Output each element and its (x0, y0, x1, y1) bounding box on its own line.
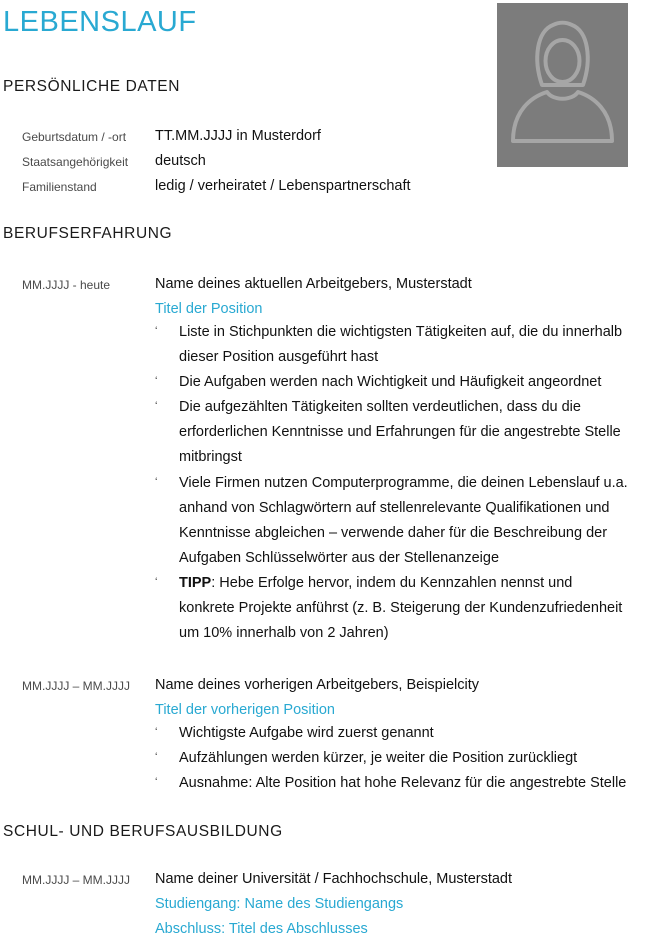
nationality-label: Staatsangehörigkeit (22, 155, 129, 169)
job-employer: Name deines vorherigen Arbeitgebers, Beispielcity (155, 677, 480, 693)
bullet-icon: ‘ (155, 751, 158, 763)
education-institution: Name deiner Universität / Fachhochschule, Musterstadt (155, 871, 513, 887)
bullet-icon: ‘ (155, 400, 158, 412)
nationality-value: deutsch (155, 153, 206, 169)
list-item: Die aufgezählten Tätigkeiten sollten verdeutlichen, dass du die erforderlichen Kenntnisse und Erfahrungen für die angestrebte Stelle mitbringst (179, 399, 621, 465)
tip-label: TIPP (179, 575, 212, 591)
bullet-icon: ‘ (155, 776, 158, 788)
person-placeholder-icon (497, 3, 628, 167)
marital-label: Familienstand (22, 180, 97, 194)
job-position: Titel der Position (155, 301, 263, 317)
bullet-icon: ‘ (155, 576, 158, 588)
list-item: Liste in Stichpunkten die wichtigsten Tätigkeiten auf, die du innerhalb dieser Position ausgeführt hast (179, 324, 623, 365)
list-item: Aufzählungen werden kürzer, je weiter die Position zurückliegt (179, 750, 578, 766)
education-degree: Abschluss: Titel des Abschlusses (155, 921, 368, 937)
profile-photo (497, 3, 628, 167)
section-heading-personal: PERSÖNLICHE DATEN (3, 78, 180, 95)
education-course: Studiengang: Name des Studiengangs (155, 896, 404, 912)
job-date: MM.JJJJ – MM.JJJJ (22, 679, 130, 693)
section-heading-education: SCHUL- UND BERUFSAUSBILDUNG (3, 823, 283, 840)
list-item: Ausnahme: Alte Position hat hohe Relevanz für die angestrebte Stelle (179, 775, 627, 791)
page-title: LEBENSLAUF (3, 6, 197, 38)
bullet-icon: ‘ (155, 375, 158, 387)
list-item: Die Aufgaben werden nach Wichtigkeit und Häufigkeit angeordnet (179, 374, 602, 390)
list-item: Wichtigste Aufgabe wird zuerst genannt (179, 725, 434, 741)
birth-value: TT.MM.JJJJ in Musterdorf (155, 128, 321, 144)
list-item: TIPP: Hebe Erfolge hervor, indem du Kennzahlen nennst und konkrete Projekte anführst (z. B. Steigerung der Kundenzufriedenheit um 10% innerhalb von 2 Jahren) (179, 575, 623, 641)
bullet-icon: ‘ (155, 476, 158, 488)
job-date: MM.JJJJ - heute (22, 278, 111, 292)
education-date: MM.JJJJ – MM.JJJJ (22, 873, 130, 887)
list-item: Viele Firmen nutzen Computerprogramme, die deinen Lebenslauf u.a. anhand von Schlagwörtern auf stellenrelevante Qualifikationen und Kenntnisse abgleichen – verwende daher für die Beschreibung der Aufgaben Schlüsselwörter aus der Stellenanzeige (179, 475, 628, 566)
job-position: Titel der vorherigen Position (155, 702, 335, 718)
marital-value: ledig / verheiratet / Lebenspartnerschaft (155, 178, 411, 194)
bullet-icon: ‘ (155, 726, 158, 738)
job-employer: Name deines aktuellen Arbeitgebers, Musterstadt (155, 276, 472, 292)
section-heading-experience: BERUFSERFAHRUNG (3, 225, 173, 242)
bullet-icon: ‘ (155, 325, 158, 337)
birth-label: Geburtsdatum / -ort (22, 130, 127, 144)
